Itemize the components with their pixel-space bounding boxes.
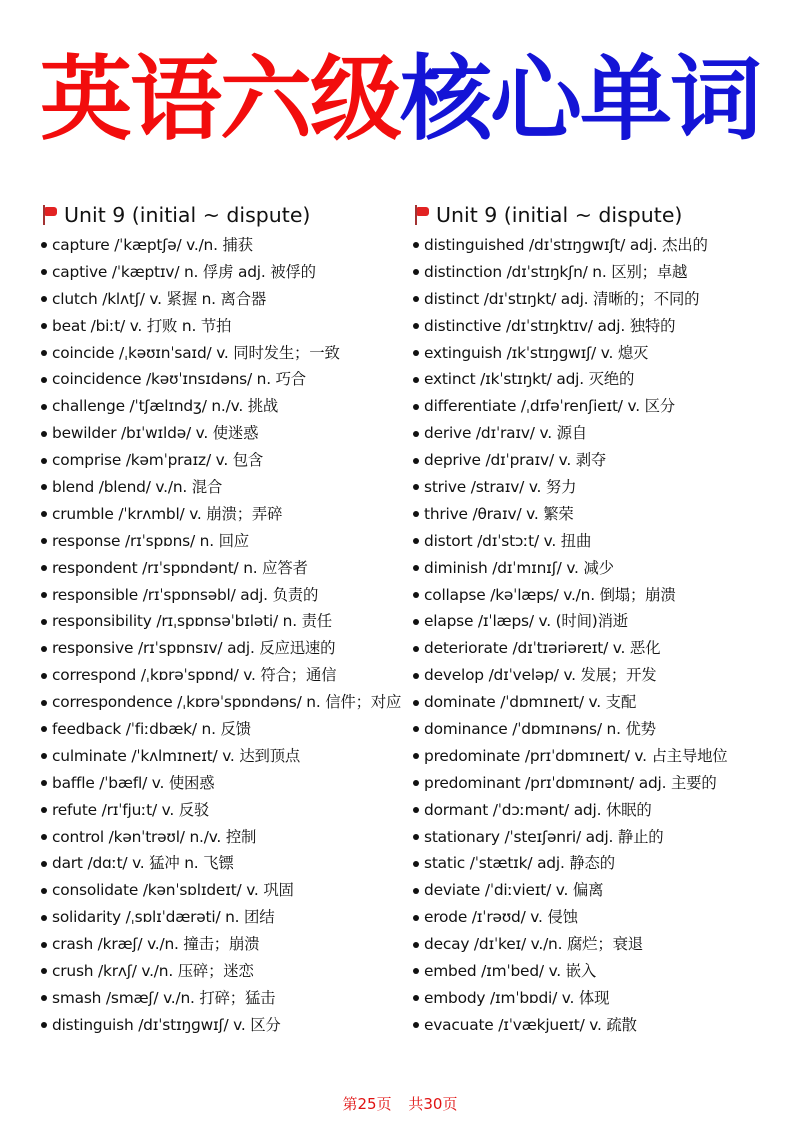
list-item: [38, 824, 410, 851]
word-entry: distinguished /dɪˈstɪŋɡwɪʃt/ adj. 杰出的: [424, 236, 708, 254]
bullet-icon: [41, 673, 47, 679]
bullet-icon: [413, 834, 419, 840]
word-entry: dominate /ˈdɒmɪneɪt/ v. 支配: [424, 693, 637, 712]
bullet-icon: [41, 995, 47, 1001]
bullet-icon: [41, 753, 47, 759]
word-entry: erode /ɪˈrəʊd/ v. 侵蚀: [424, 908, 578, 927]
list-item: [410, 985, 790, 1012]
word-entry: bewilder /bɪˈwɪldə/ v. 使迷惑: [52, 424, 259, 443]
bullet-icon: [413, 646, 419, 652]
word-entry: distinguish /dɪˈstɪŋɡwɪʃ/ v. 区分: [52, 1015, 281, 1034]
list-item: [38, 797, 410, 824]
left-column: [38, 200, 410, 1039]
bullet-icon: [41, 565, 47, 571]
list-item: [38, 635, 410, 662]
title-red-part: 英语六级: [39, 46, 400, 153]
bullet-icon: [413, 700, 419, 706]
list-item: [410, 582, 790, 609]
list-item: [410, 420, 790, 447]
list-item: [38, 689, 410, 716]
bullet-icon: [413, 968, 419, 974]
list-item: [38, 366, 410, 393]
bullet-icon: [413, 1022, 419, 1028]
list-item: [38, 420, 410, 447]
list-item: [410, 850, 790, 877]
list-item: [410, 286, 790, 313]
bullet-icon: [41, 834, 47, 840]
bullet-icon: [413, 511, 419, 517]
word-entry: distinct /dɪˈstɪŋkt/ adj. 清晰的；不同的: [424, 289, 700, 308]
bullet-icon: [41, 458, 47, 464]
list-item: [38, 877, 410, 904]
page-total: 共30页: [408, 1095, 458, 1113]
bullet-icon: [41, 538, 47, 544]
word-entry: coincidence /kəʊˈɪnsɪdəns/ n. 巧合: [52, 370, 306, 389]
bullet-icon: [41, 511, 47, 517]
list-item: [38, 958, 410, 985]
bullet-icon: [413, 619, 419, 625]
list-item: [410, 232, 790, 259]
list-item: [38, 716, 410, 743]
list-item: [38, 555, 410, 582]
word-entry: challenge /ˈtʃælɪndʒ/ n./v. 挑战: [52, 397, 279, 416]
word-entry: extinguish /ɪkˈstɪŋɡwɪʃ/ v. 熄灭: [424, 343, 649, 362]
list-item: [410, 259, 790, 286]
word-entry: distort /dɪˈstɔːt/ v. 扭曲: [424, 531, 592, 550]
word-entry: static /ˈstætɪk/ adj. 静态的: [424, 854, 615, 873]
list-item: [410, 824, 790, 851]
word-entry: responsibility /rɪˌspɒnsəˈbɪləti/ n. 责任: [52, 612, 332, 631]
list-item: [410, 716, 790, 743]
bullet-icon: [413, 269, 419, 275]
bullet-icon: [41, 296, 47, 302]
word-entry: evacuate /ɪˈvækjueɪt/ v. 疏散: [424, 1015, 637, 1034]
word-entry: thrive /θraɪv/ v. 繁荣: [424, 504, 574, 523]
word-entry: dominance /ˈdɒmɪnəns/ n. 优势: [424, 720, 656, 739]
bullet-icon: [413, 995, 419, 1001]
right-unit-heading: [410, 200, 790, 230]
word-entry: predominant /prɪˈdɒmɪnənt/ adj. 主要的: [424, 773, 717, 792]
bullet-icon: [413, 350, 419, 356]
word-entry: captive /ˈkæptɪv/ n. 俘虏 adj. 被俘的: [52, 262, 316, 281]
list-item: [38, 662, 410, 689]
bullet-icon: [41, 861, 47, 867]
page-number: 第25页: [342, 1095, 392, 1113]
word-entry: crash /kræʃ/ v./n. 撞击；崩溃: [52, 935, 260, 954]
word-entry: crush /krʌʃ/ v./n. 压碎；迷恋: [52, 962, 254, 981]
list-item: [410, 608, 790, 635]
bullet-icon: [41, 269, 47, 275]
bullet-icon: [413, 861, 419, 867]
right-word-list: [410, 232, 790, 1039]
word-entry: embody /ɪmˈbɒdi/ v. 体现: [424, 988, 610, 1007]
list-item: [410, 366, 790, 393]
list-item: [38, 904, 410, 931]
list-item: [410, 662, 790, 689]
bullet-icon: [413, 592, 419, 598]
page-footer: [0, 1093, 800, 1114]
word-entry: control /kənˈtrəʊl/ n./v. 控制: [52, 827, 257, 846]
word-entry: comprise /kəmˈpraɪz/ v. 包含: [52, 451, 264, 470]
word-entry: strive /straɪv/ v. 努力: [424, 478, 577, 497]
word-entry: decay /dɪˈkeɪ/ v./n. 腐烂；衰退: [424, 935, 643, 954]
list-item: [410, 501, 790, 528]
word-entry: derive /dɪˈraɪv/ v. 源自: [424, 424, 587, 443]
word-entry: response /rɪˈspɒns/ n. 回应: [52, 531, 249, 550]
list-item: [410, 340, 790, 367]
word-entry: respondent /rɪˈspɒndənt/ n. 应答者: [52, 558, 308, 577]
list-item: [38, 850, 410, 877]
bullet-icon: [41, 323, 47, 329]
word-entry: collapse /kəˈlæps/ v./n. 倒塌；崩溃: [424, 585, 676, 604]
list-item: [410, 474, 790, 501]
red-flag-icon: [38, 202, 60, 228]
list-item: [410, 958, 790, 985]
list-item: [38, 393, 410, 420]
title-blue-part: 核心单词: [400, 46, 761, 153]
list-item: [38, 582, 410, 609]
bullet-icon: [413, 726, 419, 732]
word-entry: deviate /ˈdiːvieɪt/ v. 偏离: [424, 881, 604, 900]
list-item: [410, 904, 790, 931]
list-item: [410, 635, 790, 662]
left-word-list: [38, 232, 410, 1039]
list-item: [410, 689, 790, 716]
word-entry: crumble /ˈkrʌmbl/ v. 崩溃；弄碎: [52, 504, 283, 523]
list-item: [38, 1012, 410, 1039]
list-item: [38, 340, 410, 367]
list-item: [410, 555, 790, 582]
word-entry: correspond /ˌkɒrəˈspɒnd/ v. 符合；通信: [52, 666, 337, 685]
word-entry: predominate /prɪˈdɒmɪneɪt/ v. 占主导地位: [424, 746, 728, 765]
list-item: [38, 770, 410, 797]
word-entry: distinctive /dɪˈstɪŋktɪv/ adj. 独特的: [424, 316, 676, 335]
word-entry: extinct /ɪkˈstɪŋkt/ adj. 灭绝的: [424, 370, 635, 389]
bullet-icon: [41, 619, 47, 625]
right-column: [410, 200, 790, 1039]
word-entry: baffle /ˈbæfl/ v. 使困惑: [52, 773, 215, 792]
list-item: [38, 608, 410, 635]
word-entry: stationary /ˈsteɪʃənri/ adj. 静止的: [424, 827, 664, 846]
word-entry: blend /blend/ v./n. 混合: [52, 478, 223, 497]
bullet-icon: [41, 404, 47, 410]
word-entry: dormant /ˈdɔːmənt/ adj. 休眠的: [424, 800, 652, 819]
bullet-icon: [413, 780, 419, 786]
word-entry: smash /smæʃ/ v./n. 打碎；猛击: [52, 988, 276, 1007]
bullet-icon: [41, 700, 47, 706]
list-item: [38, 985, 410, 1012]
word-entry: capture /ˈkæptʃə/ v./n. 捕获: [52, 236, 253, 254]
bullet-icon: [413, 753, 419, 759]
bullet-icon: [41, 915, 47, 921]
bullet-icon: [41, 592, 47, 598]
word-entry: responsive /rɪˈspɒnsɪv/ adj. 反应迅速的: [52, 639, 336, 658]
list-item: [410, 447, 790, 474]
list-item: [38, 931, 410, 958]
word-entry: distinction /dɪˈstɪŋkʃn/ n. 区别；卓越: [424, 262, 688, 281]
bullet-icon: [41, 431, 47, 437]
left-unit-heading: [38, 200, 410, 230]
bullet-icon: [413, 296, 419, 302]
bullet-icon: [413, 377, 419, 383]
word-entry: responsible /rɪˈspɒnsəbl/ adj. 负责的: [52, 585, 319, 604]
list-item: [410, 528, 790, 555]
list-item: [38, 232, 410, 259]
word-entry: differentiate /ˌdɪfəˈrenʃieɪt/ v. 区分: [424, 397, 675, 416]
word-entry: elapse /ɪˈlæps/ v. (时间)消逝: [424, 612, 628, 631]
list-item: [38, 474, 410, 501]
bullet-icon: [41, 726, 47, 732]
bullet-icon: [41, 807, 47, 813]
word-entry: embed /ɪmˈbed/ v. 嵌入: [424, 962, 597, 981]
word-entry: solidarity /ˌsɒlɪˈdærəti/ n. 团结: [52, 908, 275, 927]
bullet-icon: [413, 484, 419, 490]
bullet-icon: [41, 780, 47, 786]
bullet-icon: [413, 565, 419, 571]
list-item: [410, 743, 790, 770]
word-entry: feedback /ˈfiːdbæk/ n. 反馈: [52, 720, 251, 739]
list-item: [38, 313, 410, 340]
word-entry: consolidate /kənˈsɒlɪdeɪt/ v. 巩固: [52, 881, 294, 900]
bullet-icon: [413, 807, 419, 813]
red-flag-icon: [410, 202, 432, 228]
bullet-icon: [41, 242, 47, 248]
bullet-icon: [413, 942, 419, 948]
list-item: [410, 313, 790, 340]
list-item: [38, 259, 410, 286]
list-item: [410, 797, 790, 824]
bullet-icon: [413, 404, 419, 410]
list-item: [38, 447, 410, 474]
word-entry: culminate /ˈkʌlmɪneɪt/ v. 达到顶点: [52, 746, 301, 765]
list-item: [410, 393, 790, 420]
bullet-icon: [41, 888, 47, 894]
bullet-icon: [413, 323, 419, 329]
word-entry: coincide /ˌkəʊɪnˈsaɪd/ v. 同时发生；一致: [52, 343, 340, 362]
bullet-icon: [413, 242, 419, 248]
bullet-icon: [413, 538, 419, 544]
bullet-icon: [413, 888, 419, 894]
word-entry: clutch /klʌtʃ/ v. 紧握 n. 离合器: [52, 289, 267, 308]
bullet-icon: [41, 968, 47, 974]
bullet-icon: [41, 484, 47, 490]
bullet-icon: [41, 350, 47, 356]
bullet-icon: [41, 377, 47, 383]
left-heading-text: Unit 9 (initial ~ dispute): [64, 203, 311, 227]
bullet-icon: [41, 646, 47, 652]
bullet-icon: [41, 942, 47, 948]
bullet-icon: [413, 431, 419, 437]
list-item: [38, 743, 410, 770]
bullet-icon: [413, 915, 419, 921]
word-entry: deprive /dɪˈpraɪv/ v. 剥夺: [424, 451, 607, 470]
word-entry: correspondence /ˌkɒrəˈspɒndəns/ n. 信件；对应: [52, 693, 402, 712]
word-entry: dart /dɑːt/ v. 猛冲 n. 飞镖: [52, 854, 234, 873]
list-item: [410, 770, 790, 797]
word-entry: diminish /dɪˈmɪnɪʃ/ v. 减少: [424, 558, 614, 577]
word-entry: refute /rɪˈfjuːt/ v. 反驳: [52, 800, 210, 819]
list-item: [410, 931, 790, 958]
right-heading-text: Unit 9 (initial ~ dispute): [436, 203, 683, 227]
page-title: [0, 40, 800, 160]
list-item: [38, 501, 410, 528]
word-entry: beat /biːt/ v. 打败 n. 节拍: [52, 316, 232, 335]
list-item: [410, 877, 790, 904]
list-item: [410, 1012, 790, 1039]
list-item: [38, 286, 410, 313]
bullet-icon: [413, 458, 419, 464]
word-entry: deteriorate /dɪˈtɪəriəreɪt/ v. 恶化: [424, 639, 661, 658]
bullet-icon: [413, 673, 419, 679]
bullet-icon: [41, 1022, 47, 1028]
list-item: [38, 528, 410, 555]
word-entry: develop /dɪˈveləp/ v. 发展；开发: [424, 666, 657, 685]
